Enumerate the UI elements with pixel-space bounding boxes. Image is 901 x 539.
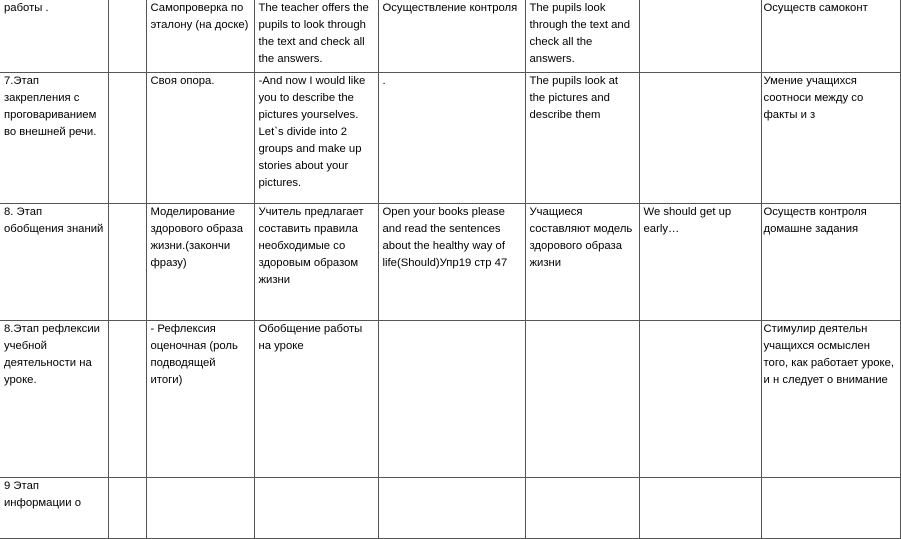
- method-cell: [146, 478, 254, 539]
- stage-cell: работы .: [0, 0, 108, 73]
- control-cell: [378, 321, 525, 478]
- stage-cell: 8. Этап обобщения знаний: [0, 204, 108, 321]
- result-cell: [639, 478, 761, 539]
- control-cell: Осуществление контроля: [378, 0, 525, 73]
- skills-cell: Стимулир деятельн учащихся осмыслен того, как работает уроке, и н следует о внимание: [761, 321, 900, 478]
- teacher-activity-cell: -And now I would like you to describe the pictures yourselves. Let`s divide into 2 groups and make up stories about your pictures.: [254, 73, 378, 204]
- skills-cell: Осуществ контроля домашне задания: [761, 204, 900, 321]
- blank-cell: [108, 204, 146, 321]
- skills-cell: Осуществ самоконт: [761, 0, 900, 73]
- result-cell: [639, 73, 761, 204]
- method-cell: - Рефлексия оценочная (роль подводящей итоги): [146, 321, 254, 478]
- table-row: [0, 204, 900, 321]
- control-cell: .: [378, 73, 525, 204]
- stage-cell: 9 Этап информации о: [0, 478, 108, 539]
- skills-cell: [761, 478, 900, 539]
- skills-cell: Умение учащихся соотноси между со факты и з: [761, 73, 900, 204]
- teacher-activity-cell: [254, 478, 378, 539]
- stage-cell: 7.Этап закрепления с проговариванием во внешней речи.: [0, 73, 108, 204]
- result-cell: We should get up early…: [639, 204, 761, 321]
- blank-cell: [108, 321, 146, 478]
- method-cell: Самопроверка по эталону (на доске): [146, 0, 254, 73]
- table-row: [0, 478, 900, 539]
- pupil-activity-cell: [525, 478, 639, 539]
- teacher-activity-cell: Учитель предлагает составить правила необходимые со здоровым образом жизни: [254, 204, 378, 321]
- control-cell: [378, 478, 525, 539]
- control-cell: Open your books please and read the sentences about the healthy way of life(Should)Упр19 стр 47: [378, 204, 525, 321]
- table-row: [0, 0, 900, 73]
- result-cell: [639, 0, 761, 73]
- table-row: [0, 73, 900, 204]
- pupil-activity-cell: The pupils look through the text and check all the answers.: [525, 0, 639, 73]
- method-cell: Своя опора.: [146, 73, 254, 204]
- table-row: [0, 321, 900, 478]
- pupil-activity-cell: [525, 321, 639, 478]
- method-cell: Моделирование здорового образа жизни.(закончи фразу): [146, 204, 254, 321]
- teacher-activity-cell: The teacher offers the pupils to look through the text and check all the answers.: [254, 0, 378, 73]
- teacher-activity-cell: Обобщение работы на уроке: [254, 321, 378, 478]
- blank-cell: [108, 73, 146, 204]
- pupil-activity-cell: The pupils look at the pictures and describe them: [525, 73, 639, 204]
- blank-cell: [108, 0, 146, 73]
- blank-cell: [108, 478, 146, 539]
- stage-cell: 8.Этап рефлексии учебной деятельности на уроке.: [0, 321, 108, 478]
- result-cell: [639, 321, 761, 478]
- pupil-activity-cell: Учащиеся составляют модель здорового образа жизни: [525, 204, 639, 321]
